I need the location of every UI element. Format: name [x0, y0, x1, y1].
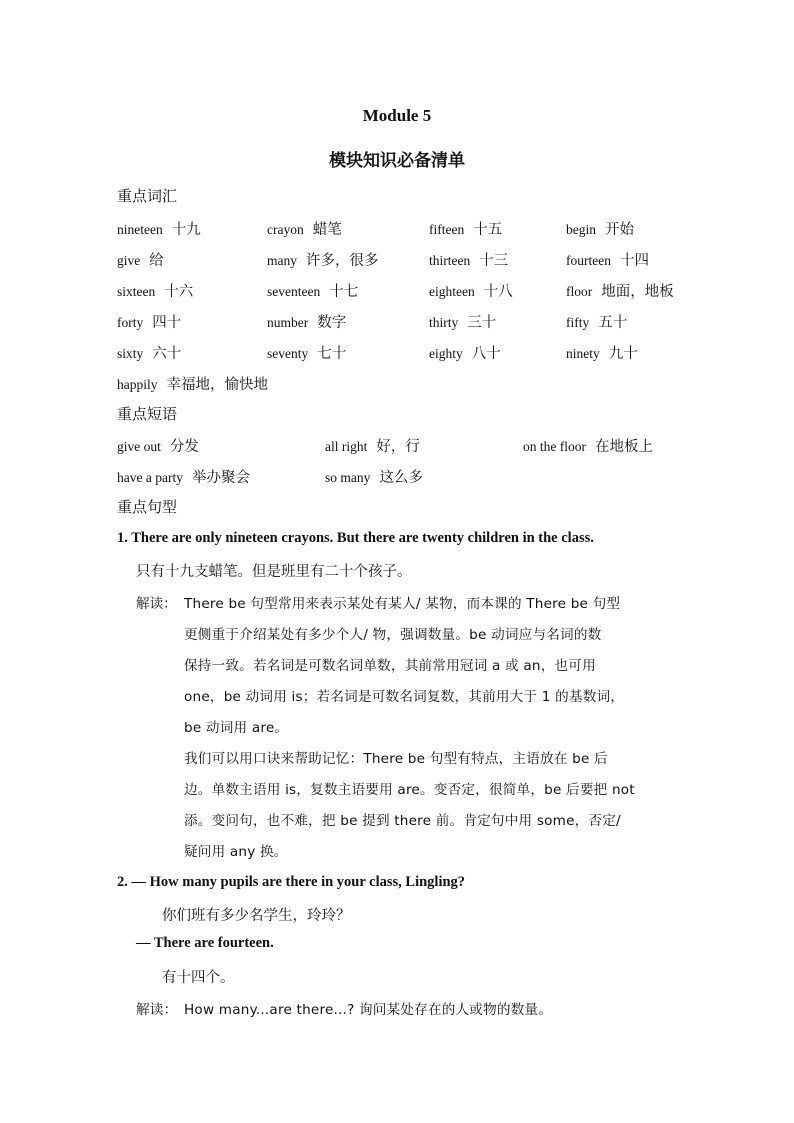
vocab-chinese: 给 [149, 253, 164, 269]
vocab-english: forty [117, 315, 144, 330]
sentence-2-answer: — There are fourteen. [136, 935, 274, 951]
vocab-item [117, 249, 164, 270]
vocab-chinese: 十九 [171, 222, 201, 238]
phrase-english: have a party [117, 470, 183, 485]
vocab-english: sixty [117, 346, 144, 361]
vocab-item [429, 311, 496, 332]
vocab-item [117, 373, 268, 394]
sentence-heading: 重点句型 [117, 498, 178, 516]
vocab-item [566, 218, 634, 239]
phrase-item [325, 466, 423, 487]
explanation-line: 疑问用 any 换。 [184, 844, 288, 860]
vocab-chinese: 幸福地，愉快地 [166, 377, 268, 393]
vocab-english: fifty [566, 315, 590, 330]
vocab-item [267, 218, 342, 239]
vocab-english: happily [117, 377, 158, 392]
vocab-item [429, 342, 501, 363]
vocab-item [267, 311, 346, 332]
vocab-item [566, 311, 627, 332]
phrase-chinese: 在地板上 [595, 439, 653, 455]
explanation-line: 边。单数主语用 is，复数主语要用 are。变否定，很简单，be 后要把 not [184, 782, 635, 798]
vocab-item [117, 218, 201, 239]
phrase-english: on the floor [523, 439, 586, 454]
vocab-english: many [267, 253, 297, 268]
vocab-item [267, 249, 379, 270]
vocab-english: sixteen [117, 284, 156, 299]
vocab-chinese: 十六 [164, 284, 194, 300]
vocab-chinese: 十三 [479, 253, 509, 269]
vocab-english: eighteen [429, 284, 475, 299]
vocab-chinese: 十五 [473, 222, 503, 238]
explanation-line: 添。变问句，也不难，把 be 提到 there 前。肯定句中用 some，否定/ [184, 813, 621, 829]
explanation-line: be 动词用 are。 [184, 720, 289, 736]
vocab-chinese: 蜡笔 [312, 222, 342, 238]
page-subtitle: 模块知识必备清单 [329, 151, 465, 171]
vocab-chinese: 十四 [619, 253, 649, 269]
phrase-item [325, 435, 420, 456]
vocab-chinese: 六十 [152, 346, 182, 362]
vocab-item [566, 280, 674, 301]
phrase-chinese: 这么多 [379, 470, 423, 486]
sentence-2-question-translation: 你们班有多少名学生，玲玲？ [162, 908, 351, 924]
phrase-item [117, 466, 250, 487]
vocab-english: seventeen [267, 284, 321, 299]
vocab-chinese: 三十 [467, 315, 497, 331]
explanation-line: 保持一致。若名词是可数名词单数，其前常用冠词 a 或 an，也可用 [184, 658, 596, 674]
page-title: Module 5 [362, 106, 432, 125]
vocab-english: floor [566, 284, 593, 299]
vocab-english: give [117, 253, 141, 268]
phrase-english: all right [325, 439, 368, 454]
vocab-chinese: 数字 [317, 315, 347, 331]
sentence-1-translation: 只有十九支蜡笔。但是班里有二十个孩子。 [136, 564, 412, 580]
vocab-chinese: 十七 [329, 284, 359, 300]
phrase-english: give out [117, 439, 161, 454]
explanation-line: There be 句型常用来表示某处有某人/ 某物，而本课的 There be 句型 [184, 596, 621, 612]
vocab-english: fourteen [566, 253, 611, 268]
vocab-chinese: 七十 [317, 346, 347, 362]
vocab-item [117, 311, 181, 332]
vocab-item [566, 249, 649, 270]
vocab-english: eighty [429, 346, 463, 361]
vocab-chinese: 许多，很多 [306, 253, 379, 269]
vocab-english: ninety [566, 346, 600, 361]
vocab-english: crayon [267, 222, 304, 237]
vocab-item [429, 218, 502, 239]
explanation-line: 更侧重于介绍某处有多少个人/ 物，强调数量。be 动词应与名词的数 [184, 627, 602, 643]
sentence-2-explain-label: 解读： [136, 1002, 178, 1018]
sentence-2-question: 2. — How many pupils are there in your class, Lingling? [117, 874, 466, 890]
vocab-english: begin [566, 222, 596, 237]
vocab-chinese: 五十 [598, 315, 628, 331]
phrase-english: so many [325, 470, 371, 485]
vocab-item [566, 342, 638, 363]
phrase-chinese: 好，行 [376, 439, 420, 455]
phrase-chinese: 举办聚会 [191, 470, 250, 486]
explanation-line: 我们可以用口诀来帮助记忆：There be 句型有特点，主语放在 be 后 [184, 751, 608, 767]
vocab-english: seventy [267, 346, 309, 361]
vocab-item [429, 249, 508, 270]
vocab-chinese: 八十 [471, 346, 501, 362]
vocab-chinese: 四十 [152, 315, 182, 331]
sentence-2-explain-text: How many...are there...? 询问某处存在的人或物的数量。 [184, 1002, 553, 1018]
vocab-chinese: 十八 [483, 284, 513, 300]
vocab-item [429, 280, 513, 301]
vocab-item [267, 280, 358, 301]
vocab-item [117, 280, 193, 301]
vocab-english: nineteen [117, 222, 163, 237]
phrase-heading: 重点短语 [117, 405, 178, 423]
explanation-line: one，be 动词用 is；若名词是可数名词复数，其前用大于 1 的基数词， [184, 689, 625, 705]
sentence-2-answer-translation: 有十四个。 [162, 970, 235, 986]
vocab-english: thirty [429, 315, 459, 330]
sentence-1-english: 1. There are only nineteen crayons. But there are twenty children in the class. [117, 530, 594, 546]
vocab-item [117, 342, 181, 363]
vocab-heading: 重点词汇 [117, 187, 178, 205]
vocab-chinese: 开始 [605, 222, 634, 238]
vocab-chinese: 地面，地板 [601, 284, 674, 300]
vocab-english: number [267, 315, 309, 330]
phrase-chinese: 分发 [169, 439, 199, 455]
vocab-chinese: 九十 [608, 346, 638, 362]
phrase-item [117, 435, 199, 456]
vocab-item [267, 342, 346, 363]
vocab-english: fifteen [429, 222, 465, 237]
sentence-1-explain-label: 解读： [136, 596, 177, 612]
vocab-english: thirteen [429, 253, 471, 268]
phrase-item [523, 435, 653, 456]
